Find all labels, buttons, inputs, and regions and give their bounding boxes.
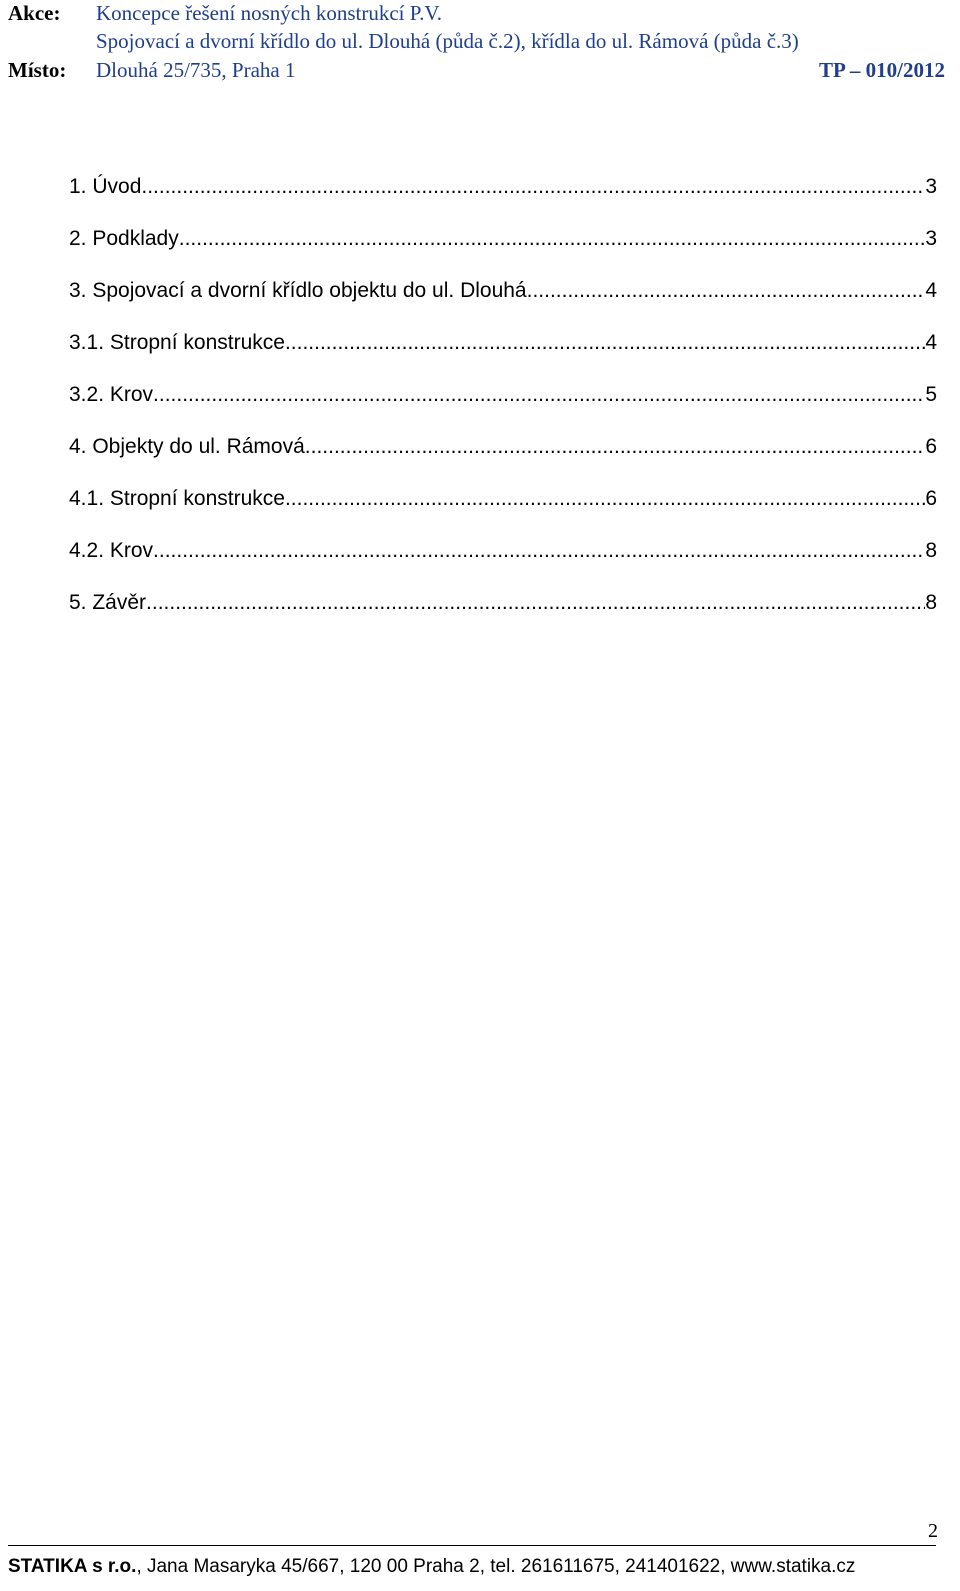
toc-entry[interactable] xyxy=(69,535,937,587)
toc-dot-leader xyxy=(527,275,926,307)
toc-entry-page: 8 xyxy=(925,539,937,562)
toc-entry-label: 4. Objekty do ul. Rámová xyxy=(69,435,305,458)
toc-dot-leader xyxy=(146,587,925,619)
akce-line-1: Koncepce řešení nosných konstrukcí P.V. xyxy=(96,1,443,25)
toc-entry[interactable] xyxy=(69,327,937,379)
toc-entry-page: 3 xyxy=(925,175,937,198)
toc-entry-page: 6 xyxy=(925,435,937,458)
toc-entry-label: 1. Úvod xyxy=(69,175,142,198)
toc-entry-page: 4 xyxy=(925,331,937,354)
toc-entry-label: 4.2. Krov xyxy=(69,539,154,562)
toc-dot-leader xyxy=(179,223,926,255)
toc-entry-page: 4 xyxy=(925,279,937,302)
footer-divider xyxy=(8,1545,936,1546)
document-footer xyxy=(8,1547,948,1587)
toc-entry[interactable] xyxy=(69,587,937,639)
toc-entry-page: 5 xyxy=(925,383,937,406)
toc-dot-leader xyxy=(285,327,925,359)
toc-dot-leader xyxy=(153,535,925,567)
footer-company: STATIKA s r.o. xyxy=(8,1556,137,1577)
akce-line-2: Spojovací a dvorní křídlo do ul. Dlouhá (půda č.2), křídla do ul. Rámová (půda č.3) xyxy=(96,29,799,53)
toc-dot-leader xyxy=(285,483,925,515)
toc-entry-label: 3.2. Krov xyxy=(69,383,154,406)
misto-value: Dlouhá 25/735, Praha 1 xyxy=(96,58,296,82)
toc-dot-leader xyxy=(141,171,925,203)
toc-entry[interactable] xyxy=(69,275,937,327)
toc-entry-page: 6 xyxy=(925,487,937,510)
toc-entry-label: 2. Podklady xyxy=(69,227,179,250)
page-number: 2 xyxy=(928,1520,938,1542)
footer-details: , Jana Masaryka 45/667, 120 00 Praha 2, tel. 261611675, 241401622, www.statika.cz xyxy=(136,1556,856,1577)
toc-entry-page: 3 xyxy=(925,227,937,250)
misto-label: Místo: xyxy=(8,58,67,82)
akce-label: Akce: xyxy=(8,1,61,25)
toc-entry-page: 8 xyxy=(925,591,937,614)
tp-number: TP – 010/2012 xyxy=(819,58,946,82)
toc-entry[interactable] xyxy=(69,171,937,223)
toc-dot-leader xyxy=(305,431,926,463)
toc-entry[interactable] xyxy=(69,379,937,431)
toc-entry-label: 3.1. Stropní konstrukce xyxy=(69,331,285,354)
toc-entry[interactable] xyxy=(69,223,937,275)
table-of-contents xyxy=(69,171,937,639)
toc-dot-leader xyxy=(153,379,925,411)
toc-entry-label: 4.1. Stropní konstrukce xyxy=(69,487,285,510)
toc-entry[interactable] xyxy=(69,431,937,483)
toc-entry-label: 5. Závěr xyxy=(69,591,147,614)
toc-entry[interactable] xyxy=(69,483,937,535)
toc-entry-label: 3. Spojovací a dvorní křídlo objektu do ul. Dlouhá xyxy=(69,279,527,302)
